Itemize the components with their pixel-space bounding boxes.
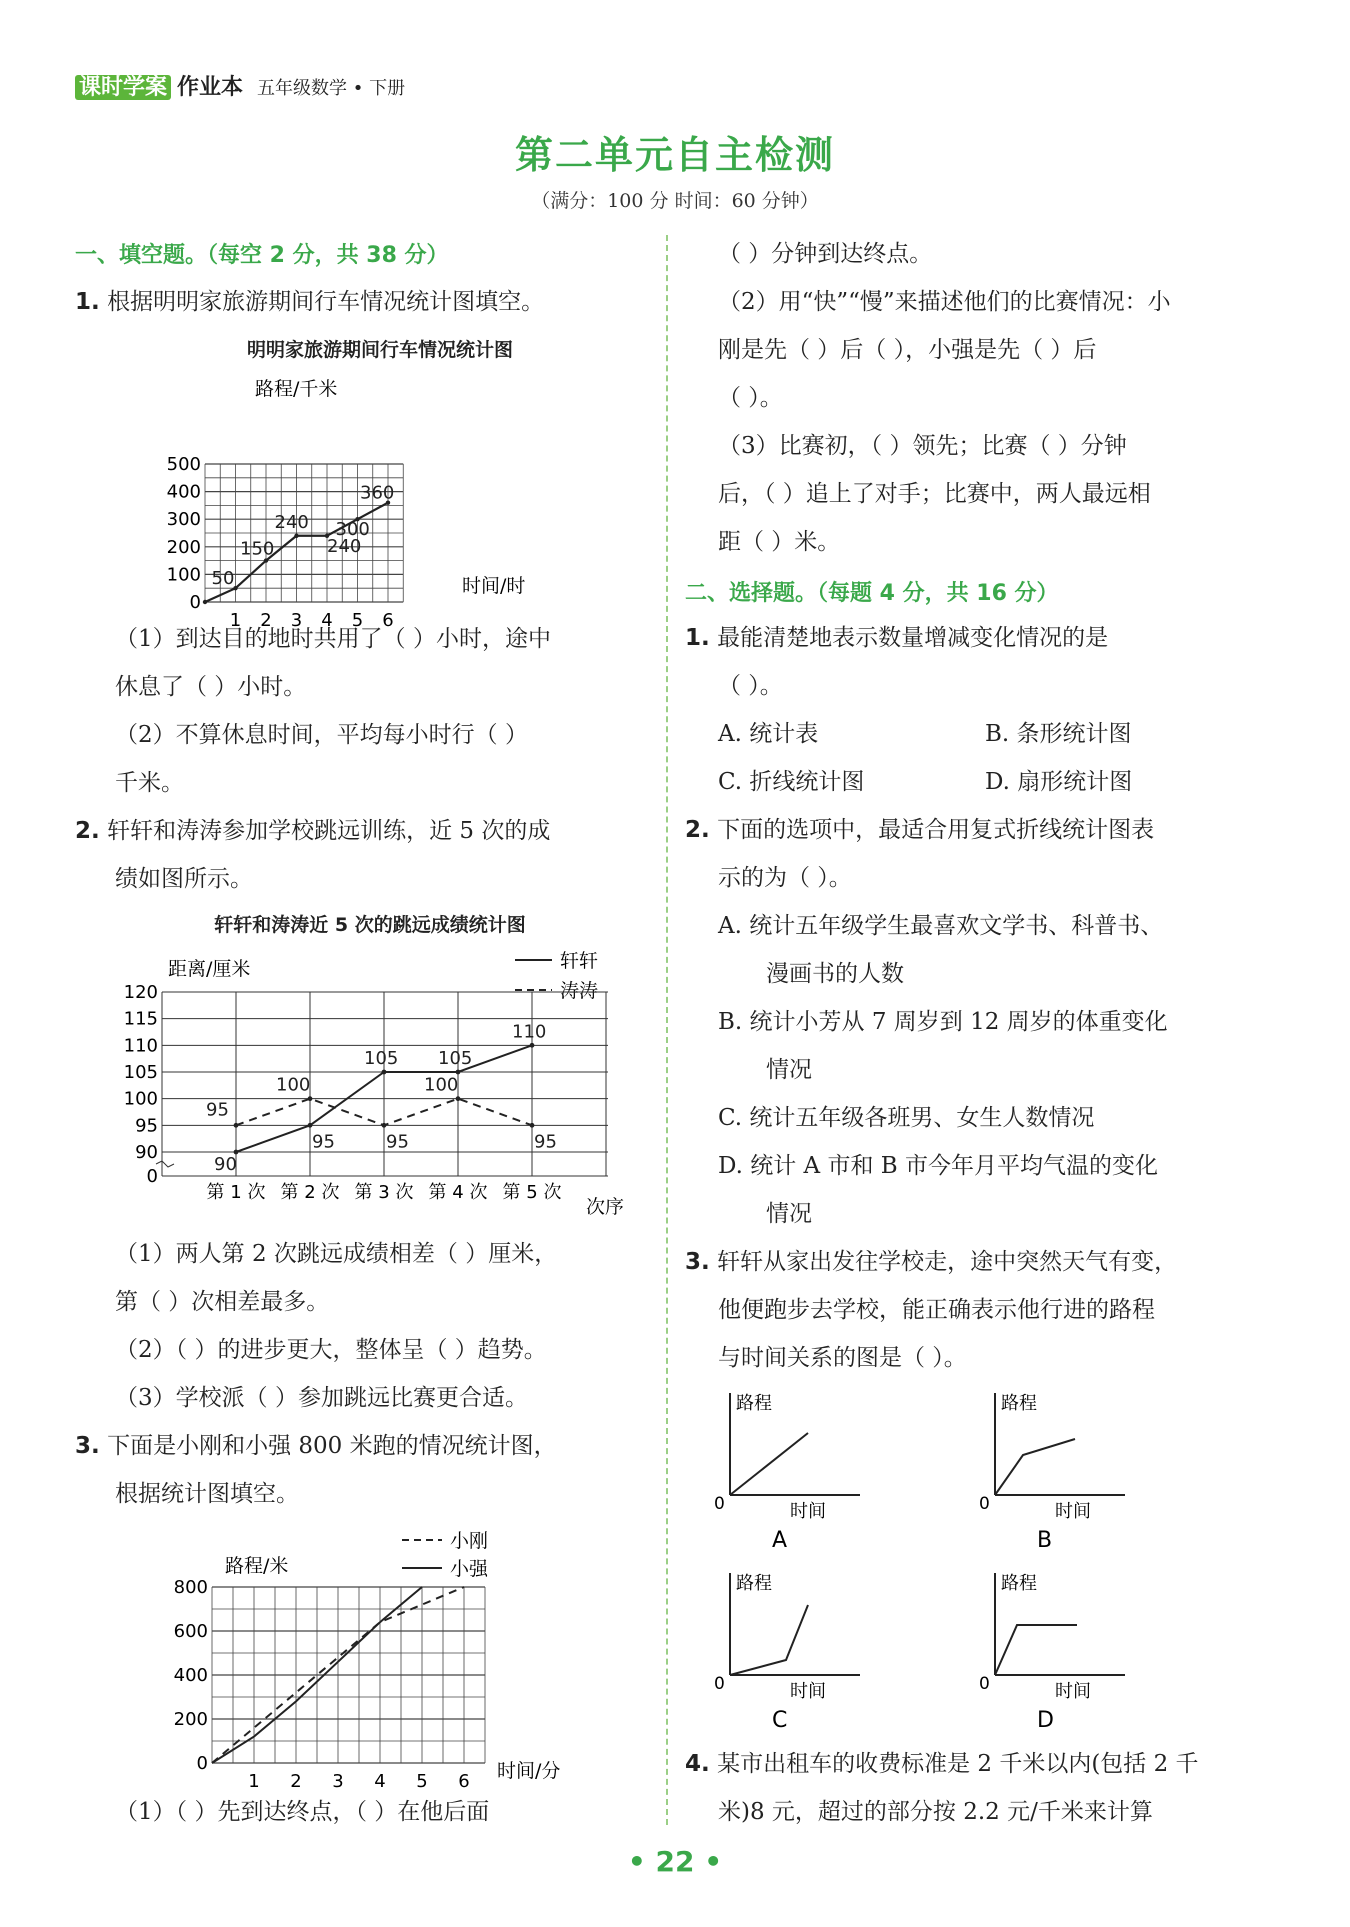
grade-label: 五年级数学 • 下册 — [257, 78, 406, 99]
chart2-xtick-label: 第 1 次 — [206, 1182, 266, 1203]
chart2-data-label: 95 — [206, 1099, 229, 1121]
chart2-data-label: 105 — [364, 1048, 399, 1069]
chart3-xtick-label: 6 — [458, 1771, 470, 1792]
chart2-point — [456, 1096, 461, 1101]
graph-b-xlabel: 时间 — [1055, 1501, 1091, 1522]
c1-option-b: B. 条形统计图 — [985, 721, 1132, 747]
chart2-point — [308, 1096, 313, 1101]
chart3-xtick-label: 4 — [374, 1771, 386, 1792]
chart2-xtick-label: 第 2 次 — [280, 1182, 340, 1203]
chart1-data-label: 240 — [327, 535, 362, 557]
q2-sub1a: （1）两人第 2 次跳远成绩相差（ ）厘米， — [115, 1241, 558, 1267]
graph-d-ylabel: 路程 — [1001, 1573, 1037, 1594]
chart2-data-label: 95 — [534, 1131, 557, 1153]
chart3-ytick-label: 0 — [196, 1753, 208, 1774]
chart2-ylabel: 距离/厘米 — [168, 958, 251, 980]
chart1-xtick-label: 5 — [351, 610, 364, 631]
chart2-data-label: 105 — [438, 1048, 473, 1069]
brand-subtitle: 作业本 — [177, 75, 244, 100]
graph-b — [979, 1393, 1125, 1553]
q1-sub1b: 休息了（ ）小时。 — [115, 674, 307, 700]
chart2-point — [530, 1043, 535, 1048]
graph-d — [979, 1573, 1125, 1733]
graph-a — [714, 1393, 860, 1553]
graph-c-xlabel: 时间 — [790, 1681, 826, 1702]
legend-xuanxuan: 轩轩 — [560, 950, 599, 972]
chart1-xlabel: 时间/时 — [462, 575, 526, 597]
graph-a-ylabel: 路程 — [736, 1393, 772, 1414]
chart3-ytick-label: 400 — [173, 1665, 208, 1686]
q3-sub2c: （ ）。 — [718, 385, 783, 411]
graph-c-ylabel: 路程 — [736, 1573, 772, 1594]
chart2-ytick-label: 120 — [123, 982, 158, 1003]
chart2-point — [382, 1070, 387, 1075]
graph-b-ylabel: 路程 — [1001, 1393, 1037, 1414]
chart2-xtick-label: 第 3 次 — [354, 1182, 414, 1203]
chart2-point — [382, 1123, 387, 1128]
chart2-data-label: 110 — [512, 1021, 547, 1043]
c2-option-b2: 情况 — [766, 1057, 812, 1083]
chart3-race — [170, 1525, 640, 1792]
page-number: • 22 • — [627, 1845, 723, 1878]
chart1-ytick-label: 400 — [166, 481, 201, 503]
c3-option-graphs — [700, 1385, 1320, 1733]
chart3-ytick-label: 800 — [173, 1577, 208, 1598]
chart2-ytick-label: 95 — [135, 1115, 158, 1137]
graph-a-xlabel: 时间 — [790, 1501, 826, 1522]
chart3-xtick-label: 3 — [332, 1771, 344, 1792]
q3-text1 — [75, 1422, 557, 1470]
q1-stem: 根据明明家旅游期间行车情况统计图填空。 — [107, 289, 545, 315]
c3-stem2: 他便跑步去学校，能正确表示他行进的路程 — [718, 1297, 1155, 1323]
section2-heading: 二、选择题。（每题 4 分，共 16 分） — [685, 581, 1059, 606]
c2-option-d1: D. 统计 A 市和 B 市今年月平均气温的变化 — [718, 1153, 1158, 1179]
c4-text1 — [685, 1740, 1199, 1788]
q3-cont1: （ ）分钟到达终点。 — [718, 241, 933, 267]
c2-number: 2. — [685, 817, 710, 843]
c1-option-d: D. 扇形统计图 — [985, 769, 1133, 795]
q3-sub3c: 距（ ）米。 — [718, 529, 841, 555]
legend-taotao: 涛涛 — [560, 980, 599, 1002]
q3-stem2: 根据统计图填空。 — [115, 1481, 299, 1507]
chart1-xtick-label: 3 — [290, 610, 303, 631]
graph-c-origin: 0 — [714, 1674, 725, 1694]
graph-d-xlabel: 时间 — [1055, 1681, 1091, 1702]
chart1-ytick-label: 500 — [166, 454, 201, 475]
c1-option-a: A. 统计表 — [718, 721, 819, 747]
q2-sub3: （3）学校派（ ）参加跳远比赛更合适。 — [115, 1385, 528, 1411]
q3-number: 3. — [75, 1433, 100, 1459]
c3-stem3: 与时间关系的图是（ ）。 — [718, 1345, 967, 1371]
chart2-data-label: 100 — [424, 1074, 459, 1096]
brand-name: 课时学案 — [75, 75, 171, 100]
chart2-longjump — [120, 940, 640, 1230]
chart3-xtick-label: 1 — [248, 1771, 260, 1792]
chart1-point — [203, 600, 207, 604]
chart2-point — [308, 1123, 313, 1128]
graph-d-label: D — [1037, 1708, 1054, 1733]
c2-stem1: 下面的选项中，最适合用复式折线统计图表 — [717, 817, 1155, 843]
c2-option-a2: 漫画书的人数 — [766, 961, 904, 987]
c2-option-b1: B. 统计小芳从 7 周岁到 12 周岁的体重变化 — [718, 1009, 1168, 1035]
q3-sub3a: （3）比赛初，（ ）领先；比赛（ ）分钟 — [718, 433, 1127, 459]
legend-xiaogang: 小刚 — [450, 1530, 489, 1552]
chart1-data-label: 240 — [274, 511, 309, 533]
c2-option-d2: 情况 — [766, 1201, 812, 1227]
chart1-data-label: 150 — [240, 538, 275, 560]
c3-text1 — [685, 1238, 1177, 1286]
chart2-point — [234, 1123, 239, 1128]
page-subtitle: （满分：100 分 时间：60 分钟） — [531, 190, 819, 212]
graph-a-label: A — [772, 1528, 788, 1553]
page-title: 第二单元自主检测 — [514, 133, 835, 177]
graph-b-label: B — [1037, 1528, 1053, 1553]
q2-number: 2. — [75, 818, 100, 844]
graph-d-origin: 0 — [979, 1674, 990, 1694]
q2-stem2: 绩如图所示。 — [115, 866, 253, 892]
chart1-xtick-label: 6 — [382, 610, 394, 631]
c1-stem2: （ ）。 — [718, 673, 783, 699]
chart3-xtick-label: 5 — [416, 1771, 428, 1792]
q1-sub2b: 千米。 — [115, 770, 184, 796]
chart1-xtick-label: 4 — [321, 610, 333, 631]
chart2-ytick-label: 115 — [123, 1008, 158, 1030]
chart2-xlabel: 次序 — [586, 1196, 625, 1218]
chart2-ytick-label: 90 — [135, 1142, 158, 1163]
chart3-xtick-label: 2 — [290, 1771, 302, 1792]
c2-stem2: 示的为（ ）。 — [718, 865, 852, 891]
chart2-data-label: 100 — [276, 1074, 311, 1096]
chart2-data-label: 95 — [386, 1131, 409, 1153]
q1-number: 1. — [75, 289, 100, 315]
graph-a-origin: 0 — [714, 1494, 725, 1514]
graph-c — [714, 1573, 860, 1733]
chart2-legend — [515, 950, 598, 1002]
column-divider — [666, 235, 668, 1825]
q3-sub2b: 刚是先（ ）后（ ），小强是先（ ）后 — [718, 337, 1097, 363]
chart1-ytick-label: 300 — [166, 509, 201, 531]
c2-option-a1: A. 统计五年级学生最喜欢文学书、科普书、 — [718, 913, 1164, 939]
section1-heading: 一、填空题。（每空 2 分，共 38 分） — [75, 243, 449, 268]
chart1-xtick-label: 2 — [260, 610, 272, 631]
c1-text1 — [685, 614, 1108, 662]
chart1-ylabel: 路程/千米 — [255, 378, 338, 400]
q3-sub2a: （2）用“快”“慢”来描述他们的比赛情况：小 — [718, 289, 1171, 315]
chart3-ytick-label: 600 — [173, 1621, 208, 1642]
q2-sub2: （2）（ ）的进步更大，整体呈（ ）趋势。 — [115, 1337, 547, 1363]
c3-number: 3. — [685, 1249, 710, 1275]
chart1-data-label: 300 — [335, 519, 370, 541]
c2-option-c: C. 统计五年级各班男、女生人数情况 — [718, 1105, 1095, 1131]
graph-b-origin: 0 — [979, 1494, 990, 1514]
q2-sub1b: 第（ ）次相差最多。 — [115, 1289, 330, 1315]
c1-stem1: 最能清楚地表示数量增减变化情况的是 — [717, 625, 1109, 651]
chart3-ytick-label: 200 — [173, 1709, 208, 1730]
chart2-data-label: 90 — [214, 1154, 237, 1175]
legend-xiaoqiang: 小强 — [450, 1558, 489, 1580]
c3-stem1: 轩轩从家出发往学校走，途中突然天气有变， — [717, 1249, 1178, 1275]
chart2-ytick-label: 110 — [123, 1035, 158, 1057]
chart3-ylabel: 路程/米 — [225, 1555, 289, 1577]
chart1-xtick-label: 1 — [229, 610, 242, 631]
chart3-xlabel: 时间/分 — [497, 1760, 561, 1782]
chart1-travel — [166, 368, 580, 631]
chart2-ytick-label: 100 — [123, 1088, 158, 1110]
brand-header — [75, 70, 405, 101]
chart3-legend — [402, 1530, 489, 1580]
q1-text — [75, 278, 544, 326]
q1-sub2a: （2）不算休息时间，平均每小时行（ ） — [115, 722, 528, 748]
chart2-ytick-label: 0 — [146, 1166, 158, 1187]
c1-number: 1. — [685, 625, 710, 651]
chart1-ytick-label: 0 — [189, 592, 201, 613]
c4-stem1: 某市出租车的收费标准是 2 千米以内(包括 2 千 — [717, 1751, 1199, 1777]
graph-c-label: C — [772, 1708, 788, 1733]
chart2-point — [530, 1123, 535, 1128]
q3-sub1: （1）（ ）先到达终点，（ ）在他后面 — [115, 1799, 490, 1825]
q3-stem1: 下面是小刚和小强 800 米跑的情况统计图， — [107, 1433, 557, 1459]
chart1-ytick-label: 100 — [166, 564, 201, 586]
chart2-data-label: 95 — [312, 1131, 335, 1153]
q2-text1 — [75, 807, 550, 855]
chart2-ytick-label: 105 — [123, 1062, 158, 1083]
c4-number: 4. — [685, 1751, 710, 1777]
q1-sub1a: （1）到达目的地时共用了（ ）小时，途中 — [115, 626, 551, 652]
c1-option-c: C. 折线统计图 — [718, 769, 865, 795]
chart2-title: 轩轩和涛涛近 5 次的跳远成绩统计图 — [214, 914, 526, 936]
q2-stem1: 轩轩和涛涛参加学校跳远训练，近 5 次的成 — [107, 818, 551, 844]
chart2-xtick-label: 第 5 次 — [502, 1182, 562, 1203]
c4-stem2: 米)8 元，超过的部分按 2.2 元/千米来计算 — [718, 1799, 1153, 1825]
c2-text1 — [685, 806, 1154, 854]
chart1-data-label: 50 — [211, 568, 235, 590]
chart1-point — [294, 534, 298, 538]
q3-sub3b: 后，（ ）追上了对手；比赛中，两人最远相 — [718, 481, 1151, 507]
chart2-xtick-label: 第 4 次 — [428, 1182, 488, 1203]
chart1-data-label: 360 — [360, 482, 395, 504]
chart2-axis-break — [156, 1161, 174, 1167]
chart1-title: 明明家旅游期间行车情况统计图 — [246, 339, 513, 361]
chart1-ytick-label: 200 — [166, 536, 201, 558]
